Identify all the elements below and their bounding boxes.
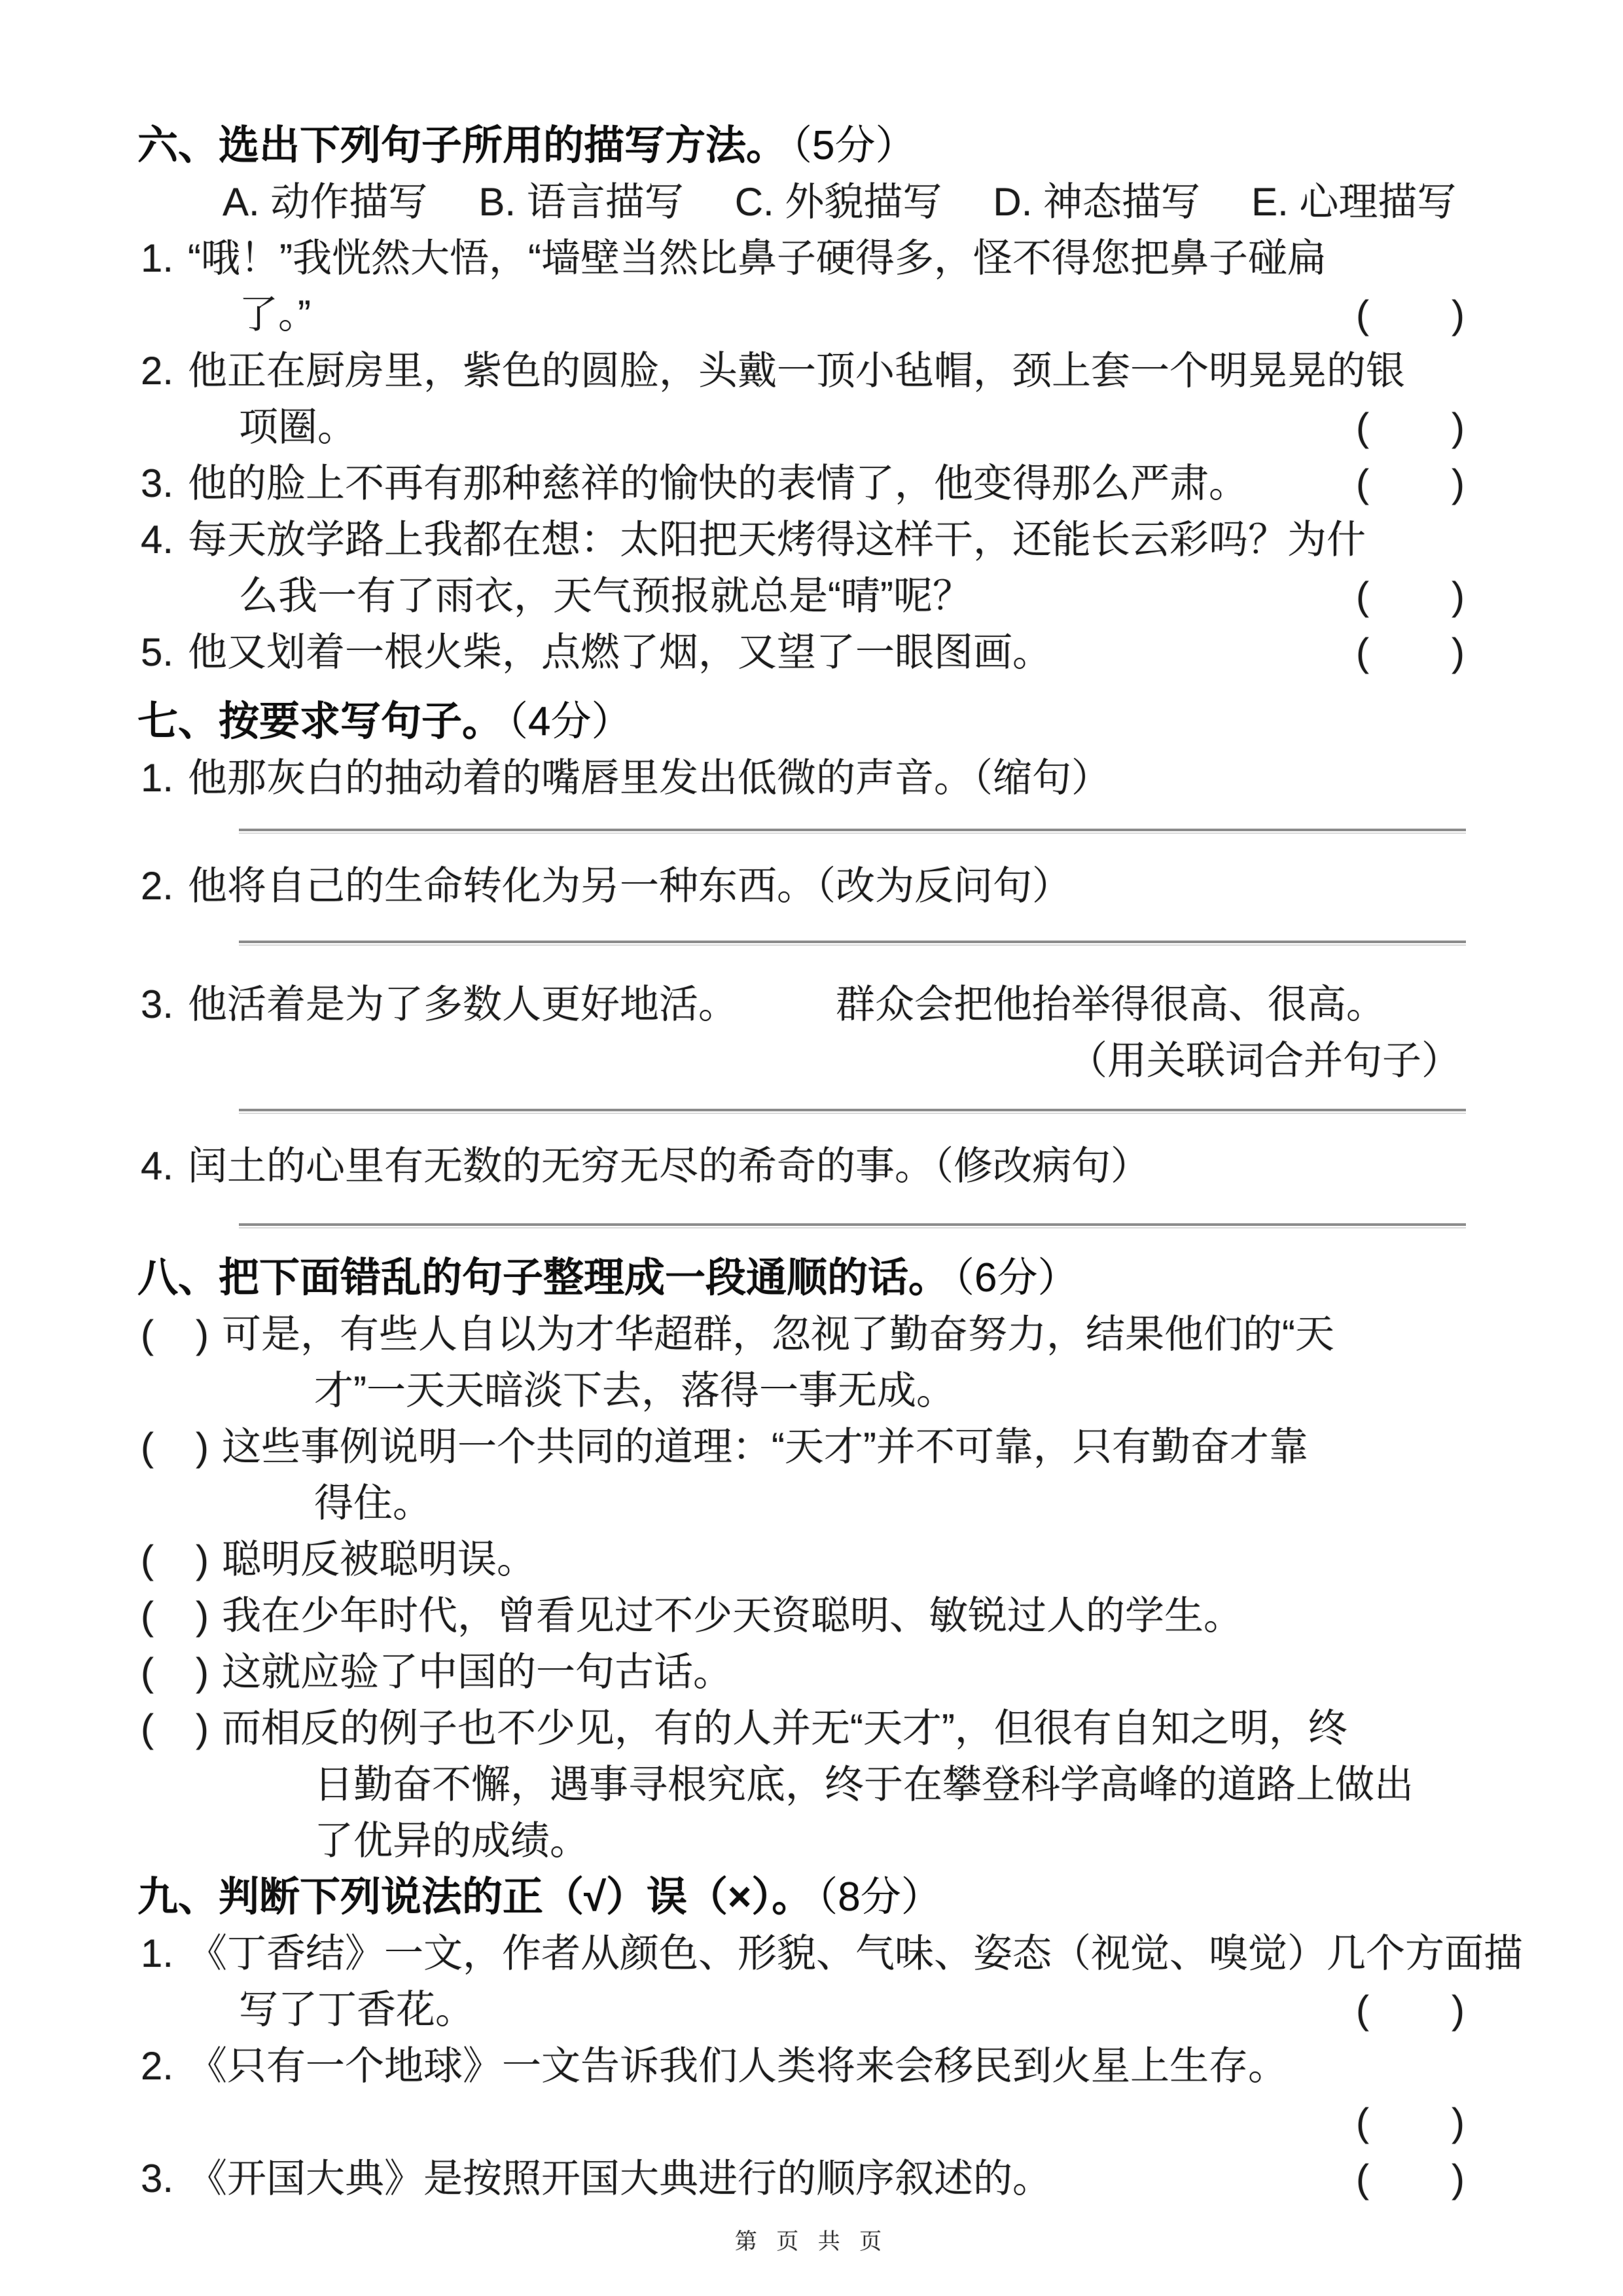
item-text: 闰土的心里有无数的无穷无尽的希奇的事。（修改病句）: [188, 1144, 1150, 1188]
order-blank[interactable]: ( ): [141, 1537, 210, 1581]
answer-blank[interactable]: ( ): [1356, 2100, 1466, 2144]
answer-blank[interactable]: ( ): [1356, 405, 1466, 449]
item-number: 2.: [141, 2044, 174, 2088]
item-text-cont: 得住。: [314, 1481, 432, 1525]
answer-blank[interactable]: ( ): [1356, 461, 1466, 505]
item-text: 《开国大典》是按照开国大典进行的顺序叙述的。: [188, 2157, 1052, 2200]
item-8-3: [137, 1532, 1466, 1588]
item-text-cont: 了。”: [239, 293, 311, 336]
option-e: E. 心理描写: [1251, 180, 1457, 224]
answer-line[interactable]: [239, 1223, 1466, 1229]
section-7-points: （4分）: [508, 699, 632, 744]
order-blank[interactable]: ( ): [141, 1706, 210, 1750]
section-8-heading: [137, 1250, 1466, 1306]
section-9-points: （8分）: [817, 1874, 942, 1920]
answer-blank[interactable]: ( ): [1356, 630, 1466, 674]
item-6-1: [137, 230, 1466, 343]
option-d: D. 神态描写: [993, 180, 1201, 224]
item-8-6: [137, 1700, 1466, 1869]
answer-blank[interactable]: ( ): [1356, 574, 1466, 618]
item-text: 他正在厨房里，紫色的圆脸，头戴一顶小毡帽，颈上套一个明晃晃的银: [188, 349, 1406, 393]
item-text: 每天放学路上我都在想：太阳把天烤得这样干，还能长云彩吗？为什: [188, 518, 1366, 562]
item-text: 他那灰白的抽动着的嘴唇里发出低微的声音。（缩句）: [188, 756, 1111, 800]
option-c: C. 外貌描写: [734, 180, 942, 224]
item-9-1: [137, 1926, 1524, 2038]
section-8-points: （6分）: [954, 1255, 1079, 1300]
section-8-title: 八、把下面错乱的句子整理成一段通顺的话。: [137, 1255, 950, 1300]
order-blank[interactable]: ( ): [141, 1594, 210, 1638]
option-b: B. 语言描写: [478, 180, 684, 224]
item-number: 1.: [141, 1931, 174, 1975]
item-7-4: [137, 1138, 1466, 1194]
item-9-2: [137, 2038, 1466, 2151]
item-instruction: （用关联词合并句子）: [1068, 1039, 1461, 1083]
order-blank[interactable]: ( ): [141, 1425, 210, 1469]
item-6-4: [137, 512, 1466, 624]
item-8-4: [137, 1588, 1466, 1644]
descr-method-options: [223, 174, 1466, 230]
item-text-cont: 才”一天天暗淡下去，落得一事无成。: [314, 1369, 955, 1412]
item-text: 我在少年时代，曾看见过不少天资聪明、敏锐过人的学生。: [221, 1594, 1243, 1638]
item-text: 《丁香结》一文，作者从颜色、形貌、气味、姿态（视觉、嗅觉）几个方面描: [188, 1931, 1524, 1975]
item-number: 3.: [141, 2157, 174, 2200]
answer-blank[interactable]: ( ): [1356, 2157, 1466, 2200]
item-text: 他活着是为了多数人更好地活。: [188, 982, 738, 1026]
item-7-3: [137, 977, 1466, 1089]
item-text: 这就应验了中国的一句古话。: [221, 1650, 732, 1694]
item-text-cont: 写了丁香花。: [239, 1988, 474, 2032]
item-number: 4.: [141, 1144, 174, 1188]
item-number: 3.: [141, 461, 174, 505]
item-text-cont: 了优异的成绩。: [314, 1819, 589, 1863]
item-6-3: [137, 456, 1466, 512]
section-6-title: 六、选出下列句子所用的描写方法。: [137, 123, 787, 168]
item-text: 而相反的例子也不少见，有的人并无“天才”，但很有自知之明，终: [221, 1706, 1347, 1750]
option-a: A. 动作描写: [223, 180, 428, 224]
item-6-5: [137, 624, 1466, 681]
page-footer: 第 页 共 页: [734, 2229, 889, 2254]
item-text: 他的脸上不再有那种慈祥的愉快的表情了，他变得那么严肃。: [188, 461, 1249, 505]
item-8-5: [137, 1644, 1466, 1700]
item-text: 聪明反被聪明误。: [221, 1537, 536, 1581]
item-text: 他又划着一根火柴，点燃了烟，又望了一眼图画。: [188, 630, 1052, 674]
item-number: 1.: [141, 756, 174, 800]
item-text: 他将自己的生命转化为另一种东西。（改为反问句）: [188, 864, 1072, 908]
item-text-cont: 日勤奋不懈，遇事寻根究底，终于在攀登科学高峰的道路上做出: [314, 1763, 1414, 1806]
answer-blank[interactable]: ( ): [1356, 1988, 1466, 2032]
answer-line[interactable]: [239, 1109, 1466, 1115]
order-blank[interactable]: ( ): [141, 1312, 210, 1356]
order-blank[interactable]: ( ): [141, 1650, 210, 1694]
item-number: 5.: [141, 630, 174, 674]
item-text: 《只有一个地球》一文告诉我们人类将来会移民到火星上生存。: [188, 2044, 1288, 2088]
worksheet-content: [137, 0, 1524, 2207]
item-8-2: [137, 1419, 1466, 1532]
item-7-2: [137, 858, 1466, 914]
answer-blank[interactable]: ( ): [1356, 293, 1466, 336]
item-text: 群众会把他抬举得很高、很高。: [836, 982, 1386, 1026]
section-6-points: （5分）: [792, 123, 916, 168]
item-number: 1.: [141, 236, 174, 280]
item-number: 2.: [141, 349, 174, 393]
answer-line[interactable]: [239, 941, 1466, 946]
answer-line[interactable]: [239, 829, 1466, 834]
item-text-cont: 项圈。: [239, 405, 357, 449]
section-9-heading: [137, 1869, 1466, 1926]
section-9-title: 九、判断下列说法的正（√）误（×）。: [137, 1874, 813, 1920]
item-text: 这些事例说明一个共同的道理：“天才”并不可靠，只有勤奋才靠: [221, 1425, 1308, 1469]
item-6-2: [137, 343, 1466, 456]
item-9-3: [137, 2151, 1466, 2207]
section-7-heading: [137, 694, 1466, 750]
item-text: “哦！”我恍然大悟，“墙壁当然比鼻子硬得多，怪不得您把鼻子碰扁: [188, 236, 1327, 280]
item-number: 2.: [141, 864, 174, 908]
item-number: 4.: [141, 518, 174, 562]
section-6-heading: [137, 118, 1466, 174]
item-7-1: [137, 750, 1466, 806]
item-text: 可是，有些人自以为才华超群，忽视了勤奋努力，结果他们的“天: [221, 1312, 1334, 1356]
item-number: 3.: [141, 982, 174, 1026]
item-8-1: [137, 1306, 1466, 1419]
section-7-title: 七、按要求写句子。: [137, 699, 503, 744]
item-text-cont: 么我一有了雨衣，天气预报就总是“晴”呢？: [239, 574, 972, 618]
